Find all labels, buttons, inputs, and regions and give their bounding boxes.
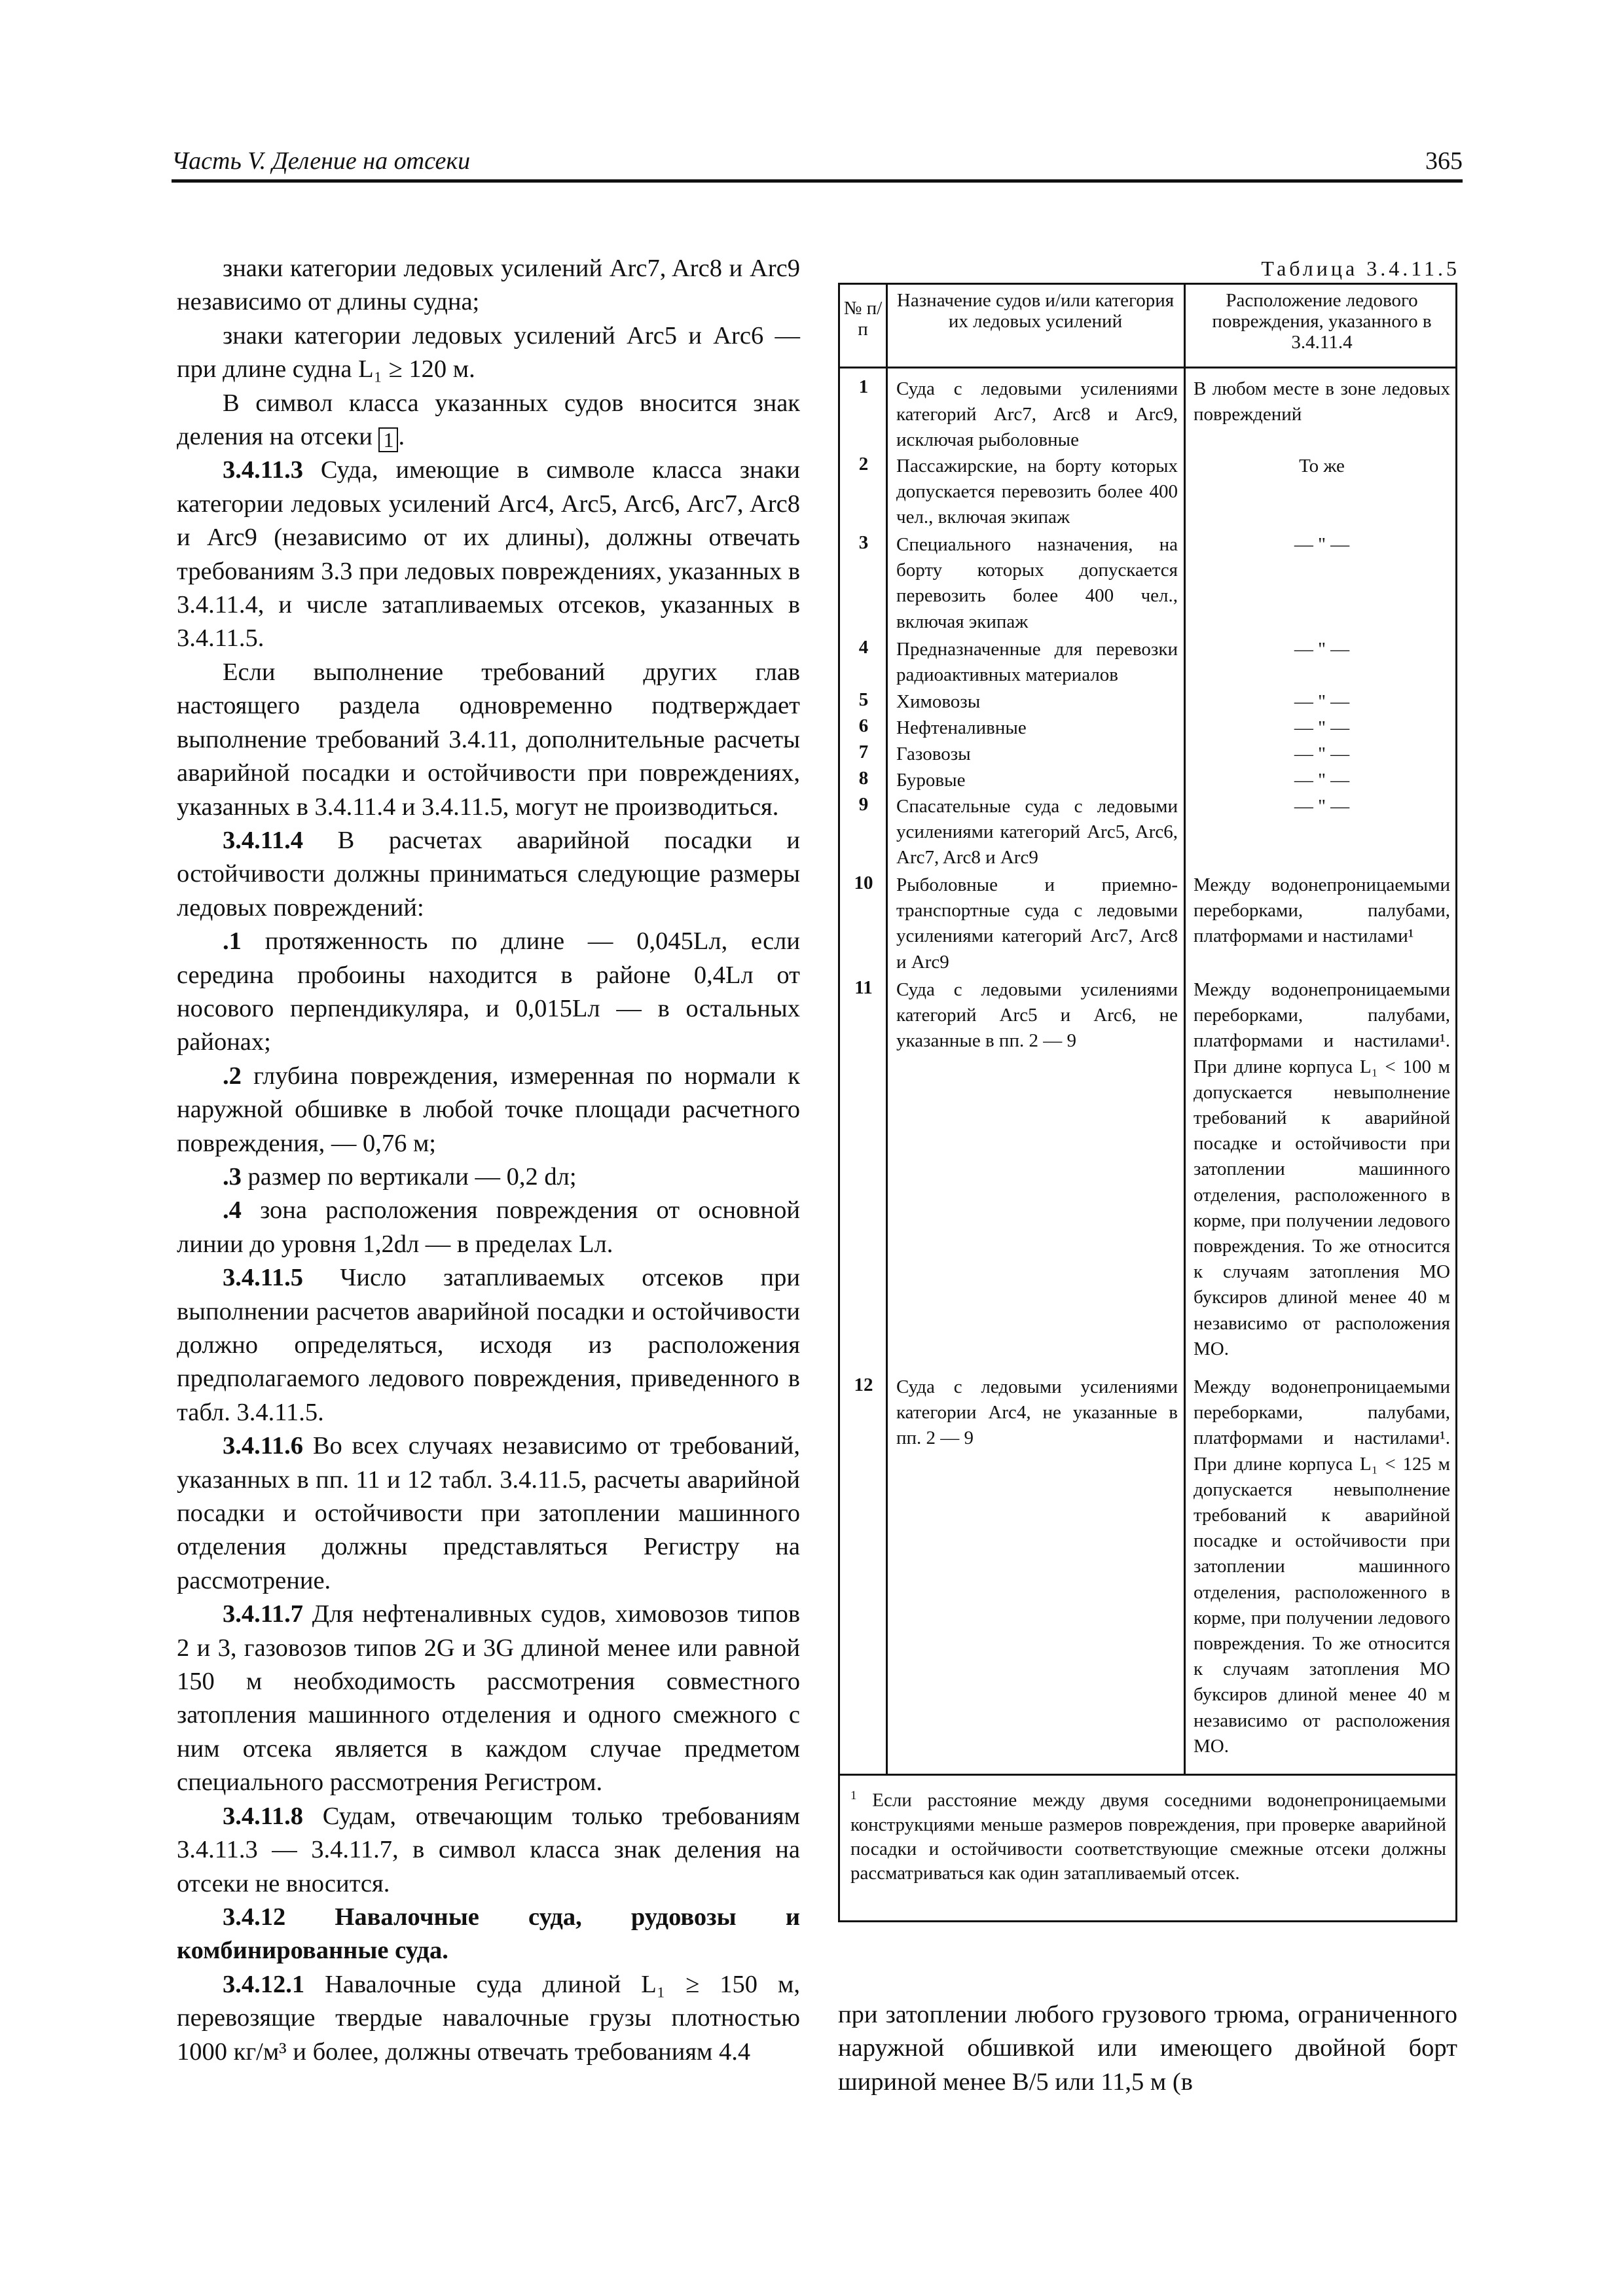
row-location: Между водонепроницаемыми переборками, палубами, платформами и настилами¹. При длине корпуса L₁ < 100 м допускается невыполнение требований к аварийной посадке и остойчивости при затоплении машинного отделения, расположенного в корме, при получении ледового повреждения. То же относится к случаям затопления МО буксиров длиной менее 40 м независимо от расположения МО. <box>1194 979 1450 1359</box>
table-caption: Таблица 3.4.11.5 <box>1261 257 1460 280</box>
page-number: 365 <box>1425 147 1463 175</box>
row-location: Между водонепроницаемыми переборками, палубами, платформами и настилами¹ <box>1194 874 1450 947</box>
section-heading: 3.4.12 Навалочные суда, рудовозы и комбинированные суда. <box>177 1903 800 1965</box>
row-purpose: Рыболовные и приемно-транспортные суда с ледовыми усилениями категорий Arc7, Arc8 и Arc9 <box>896 874 1178 973</box>
item-number: .4 <box>223 1196 242 1225</box>
item-number: .1 <box>223 927 242 956</box>
paragraph: 3.4.11.4 В расчетах аварийной посадки и остойчивости должны приниматься следующие размеры ледовых повреждений: <box>177 826 801 922</box>
paragraph: 3.4.11.5 Число затапливаемых отсеков при выполнении расчетов аварийной посадки и остойчивости должно определяться, исходя из расположения предполагаемого ледового повреждения, приведенного в табл. 3.4.11.5. <box>177 1264 800 1426</box>
row-location: То же <box>1299 456 1345 476</box>
row-purpose: Буровые <box>896 770 966 791</box>
row-number: 4 <box>858 637 869 658</box>
row-location: Между водонепроницаемыми переборками, палубами, платформами и настилами¹. При длине корпуса L₁ < 125 м допускается невыполнение требований к аварийной посадке и остойчивости при затоплении машинного отделения, расположенного в корме, при получении ледового повреждения. То же относится к случаям затопления МО буксиров длиной менее 40 м независимо от расположения МО. <box>1194 1376 1450 1757</box>
row-purpose: Предназначенные для перевозки радиоактивных материалов <box>896 639 1178 686</box>
row-number: 10 <box>854 872 873 893</box>
row-purpose: Спасательные суда с ледовыми усилениями категорий Arc5, Arc6, Arc7, Arc8 и Arc9 <box>896 796 1178 869</box>
row-purpose: Специального назначения, на борту которых допускается перевозить более 400 чел., включая экипаж <box>896 534 1178 632</box>
paragraph: В символ класса указанных судов вносится знак деления на отсеки 1 . <box>177 389 800 452</box>
column-divider <box>886 285 888 1774</box>
compartment-mark-box: 1 <box>378 427 398 452</box>
column-divider <box>1184 285 1186 1774</box>
clause-number: 3.4.11.3 <box>223 456 304 484</box>
paragraph: 3.4.11.3 Суда, имеющие в символе класса знаки категории ледовых усилений Arc4, Arc5, Arc6, Arc7, Arc8 и Arc9 (независимо от их длины), должны отвечать требованиям 3.3 при ледовых повреждениях, указанных в 3.4.11.4, и числе затапливаемых отсеков, указанных в 3.4.11.5. <box>177 456 800 653</box>
paragraph: 3.4.11.6 Во всех случаях независимо от требований, указанных в пп. 11 и 12 табл. 3.4.11.5, расчеты аварийной посадки и остойчивости при затоплении машинного отделения должны представляться Регистру на рассмотрение. <box>177 1432 800 1594</box>
clause-number: 3.4.11.8 <box>223 1802 304 1830</box>
row-number: 8 <box>858 768 869 789</box>
row-number: 5 <box>858 689 869 710</box>
right-column-continuation <box>838 1998 1457 2099</box>
row-purpose: Суда с ледовыми усилениями категорий Arc5 и Arc6, не указанные в пп. 2 — 9 <box>896 979 1178 1052</box>
table-footnote: $^1$ Если расстояние между двумя соседними водонепроницаемыми конструкциями меньше размеров повреждения, при проверке аварийной посадки и остойчивости соответствующие смежные отсеки должны рассматриваться как один затапливаемый отсек. <box>850 1789 1446 1884</box>
column-header: Назначение судов и/или категория их ледовых усилений <box>896 290 1175 332</box>
paragraph: 3.4.11.7 Для нефтеналивных судов, химовозов типов 2 и 3, газовозов типов 2G и 3G длиной менее или равной 150 м необходимость рассмотрения совместного затопления машинного отделения и одного смежного с ним отсека является в каждом случае предметом специального рассмотрения Регистром. <box>177 1600 801 1797</box>
clause-number: 3.4.11.7 <box>223 1600 304 1628</box>
row-number: 12 <box>854 1374 873 1395</box>
row-purpose: Нефтеналивные <box>896 717 1027 738</box>
paragraph: знаки категории ледовых усилений Arc5 и Arc6 — при длине судна L₁ ≥ 120 м. <box>177 321 800 384</box>
row-location: — " — <box>1294 770 1350 791</box>
paragraph: при затоплении любого грузового трюма, ограниченного наружной обшивкой или имеющего двойной борт шириной менее B/5 или 11,5 м (в <box>838 2001 1457 2096</box>
row-location: — " — <box>1294 717 1350 738</box>
row-purpose: Суда с ледовыми усилениями категории Arc4, не указанные в пп. 2 — 9 <box>896 1376 1178 1449</box>
item-number: .3 <box>223 1162 242 1191</box>
row-location: — " — <box>1294 691 1350 712</box>
clause-number: 3.4.11.4 <box>223 826 304 854</box>
paragraph: 3.4.12.1 Навалочные суда длиной L₁ ≥ 150 м, перевозящие твердые навалочные грузы плотностью 1000 кг/м³ и более, должны отвечать требованиям 4.4 <box>177 1970 800 2066</box>
row-location: — " — <box>1294 639 1350 660</box>
column-header: Расположение ледового повреждения, указанного в 3.4.11.4 <box>1212 290 1432 353</box>
clause-number: 3.4.11.6 <box>223 1432 304 1460</box>
paragraph: 3.4.11.8 Судам, отвечающим только требованиям 3.4.11.3 — 3.4.11.7, в символ класса знак деления на отсеки не вносится. <box>177 1802 801 1897</box>
clause-number: 3.4.11.5 <box>223 1264 304 1292</box>
row-purpose: Пассажирские, на борту которых допускается перевозить более 400 чел., включая экипаж <box>896 456 1178 528</box>
item-number: .2 <box>223 1062 242 1090</box>
clause-number: 3.4.12.1 <box>223 1970 305 1998</box>
row-purpose: Газовозы <box>896 744 971 764</box>
left-column <box>177 252 800 2069</box>
row-number: 7 <box>858 742 869 762</box>
paragraph: .3 размер по вертикали — 0,2 dл; <box>223 1162 577 1191</box>
page-header <box>172 145 1463 183</box>
paragraph: Если выполнение требований других глав настоящего раздела одновременно подтверждает выполнение требований 3.4.11, дополнительные расчеты аварийной посадки и остойчивости при повреждениях, указанных в 3.4.11.4 и 3.4.11.5, могут не производиться. <box>177 658 800 821</box>
row-location: — " — <box>1294 744 1350 764</box>
row-location: — " — <box>1294 796 1350 817</box>
row-number: 9 <box>858 794 869 815</box>
ice-damage-table <box>838 283 1457 1922</box>
row-number: 3 <box>858 532 869 553</box>
running-title: Часть V. Деление на отсеки <box>172 147 471 175</box>
row-purpose: Суда с ледовыми усилениями категорий Arc7, Arc8 и Arc9, исключая рыболовные <box>896 378 1178 451</box>
paragraph: .4 зона расположения повреждения от основной линии до уровня 1,2dл — в пределах Lл. <box>177 1196 800 1258</box>
row-number: 11 <box>854 977 873 998</box>
row-purpose: Химовозы <box>896 691 981 712</box>
column-header: № п/п <box>843 298 883 340</box>
row-number: 2 <box>858 454 869 475</box>
paragraph: знаки категории ледовых усилений Arc7, Arc8 и Arc9 независимо от длины судна; <box>177 255 800 316</box>
row-location: — " — <box>1294 534 1350 555</box>
row-number: 6 <box>858 715 869 736</box>
paragraph: .1 протяженность по длине — 0,045Lл, если середина пробоины находится в районе 0,4Lл от носового перпендикуляра, и 0,015Lл — в остальных районах; <box>177 927 800 1056</box>
header-divider <box>840 367 1455 368</box>
row-location: В любом месте в зоне ледовых повреждений <box>1194 378 1450 425</box>
footnote-divider <box>840 1774 1455 1776</box>
paragraph: .2 глубина повреждения, измеренная по нормали к наружной обшивке в любой точке площади расчетного повреждения, — 0,76 м; <box>177 1062 800 1157</box>
row-number: 1 <box>858 376 869 397</box>
